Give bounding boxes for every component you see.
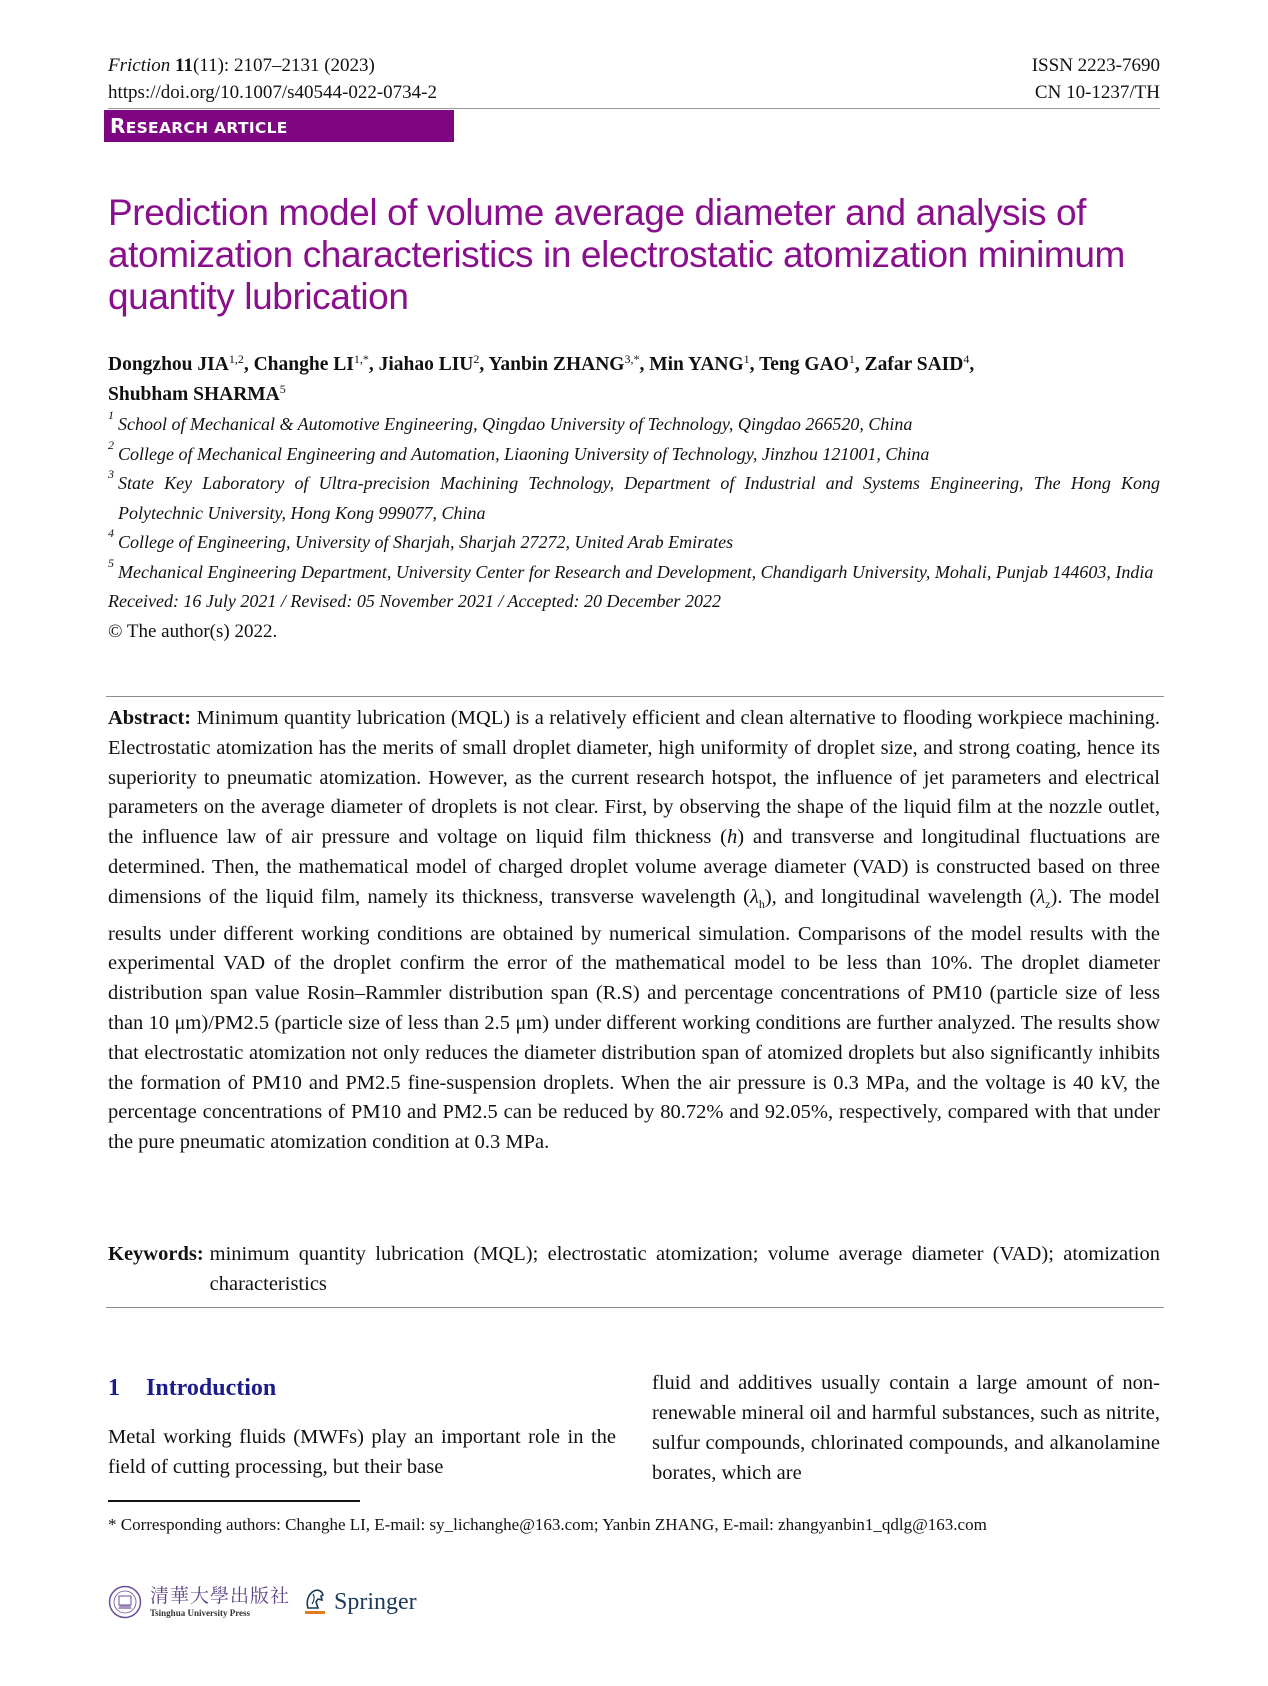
affiliation-number: 3 bbox=[108, 467, 114, 481]
paper-title: Prediction model of volume average diameter and analysis of atomization characteristics in electrostatic atomization minimum quantity lubrication bbox=[108, 192, 1125, 317]
affiliation-number: 1 bbox=[108, 408, 114, 422]
intro-paragraph-left: Metal working fluids (MWFs) play an important role in the field of cutting processing, but their base bbox=[108, 1426, 616, 1478]
tsinghua-press-logo bbox=[150, 1584, 291, 1618]
author-affiliation-marker: 5 bbox=[279, 382, 286, 396]
author-name: Teng GAO bbox=[759, 354, 849, 375]
copyright-notice: © The author(s) 2022. bbox=[108, 620, 278, 642]
subscript-z: z bbox=[1045, 896, 1051, 911]
affiliation-text: College of Mechanical Engineering and Automation, Liaoning University of Technology, Jinzhou 121001, China bbox=[118, 443, 930, 464]
tsinghua-cn-name: 清華大學出版社 bbox=[150, 1584, 291, 1607]
author-name: Shubham SHARMA bbox=[108, 384, 280, 405]
springer-logo bbox=[302, 1586, 417, 1618]
journal-ids bbox=[1032, 52, 1160, 106]
keywords-text: minimum quantity lubrication (MQL); electrostatic atomization; volume average diameter (VAD); atomization characteristics bbox=[209, 1243, 1160, 1295]
abstract-text-4: ). The model results under different working conditions are obtained by numerical simulation. Comparisons of the model results with the experimental VAD of the droplet confirm the error of the mathematical model to be less than 10%. The droplet diameter distribution span value Rosin–Rammler distribution span (R.S) and percentage concentrations of PM10 (particle size of less than 10 μm)/PM2.5 (particle size of less than 2.5 μm) under different working conditions are further analyzed. The results show that electrostatic atomization not only reduces the diameter distribution span of atomized droplets but also significantly inhibits the formation of PM10 and PM2.5 fine-suspension droplets. When the air pressure is 0.3 MPa, and the voltage is 40 kV, the percentage concentrations of PM10 and PM2.5 can be reduced by 80.72% and 92.05%, respectively, compared with that under the pure pneumatic atomization condition at 0.3 MPa. bbox=[108, 885, 1160, 1154]
badge-initial: R bbox=[110, 114, 126, 138]
author-affiliation-marker: 1 bbox=[848, 352, 855, 366]
left-column bbox=[108, 1370, 616, 1482]
header-divider bbox=[108, 108, 1160, 109]
keywords-bottom-divider bbox=[106, 1307, 1164, 1308]
author-name: Dongzhou JIA bbox=[108, 354, 229, 375]
affiliation-text: Mechanical Engineering Department, University Center for Research and Development, Chandigarh University, Mohali, Punjab 144603, India bbox=[118, 561, 1154, 582]
keywords bbox=[108, 1240, 1160, 1300]
symbol-lambda-z: λ bbox=[1036, 885, 1046, 908]
tsinghua-seal-icon bbox=[108, 1585, 142, 1619]
article-type-badge bbox=[104, 110, 454, 142]
author-name: Zafar SAID bbox=[864, 354, 964, 375]
affiliation-number: 4 bbox=[108, 526, 114, 540]
affiliation-item bbox=[108, 410, 1160, 440]
tsinghua-en-name: Tsinghua University Press bbox=[150, 1607, 251, 1618]
section-number: 1 bbox=[108, 1375, 120, 1401]
author-name: Yanbin ZHANG bbox=[488, 354, 625, 375]
abstract-text-3: ), and longitudinal wavelength ( bbox=[764, 885, 1037, 908]
journal-citation bbox=[108, 52, 437, 79]
author-affiliation-marker: 1,2 bbox=[228, 352, 244, 366]
journal-issue-pages: (11): 2107–2131 (2023) bbox=[192, 55, 375, 76]
affiliation-number: 5 bbox=[108, 555, 114, 570]
symbol-lambda-h: λ bbox=[749, 885, 759, 908]
author-affiliation-marker: 4 bbox=[963, 352, 970, 366]
footnote-divider bbox=[108, 1500, 360, 1502]
author-affiliation-marker: 2 bbox=[473, 352, 480, 366]
affiliation-item bbox=[108, 555, 1160, 588]
affiliation-text: School of Mechanical & Automotive Engineering, Qingdao University of Technology, Qingdao 266520, China bbox=[118, 414, 913, 434]
abstract-text-1: Minimum quantity lubrication (MQL) is a relatively efficient and clean alternative to flooding workpiece machining. Electrostatic atomization has the merits of small droplet diameter, high uniformity of droplet size, and strong coating, hence its superiority to pneumatic atomization. However, as the current research hotspot, the influence of jet parameters and electrical parameters on the average diameter of droplets is not clear. First, by observing the shape of the liquid film at the nozzle outlet, the influence law of air pressure and voltage on liquid film thickness ( bbox=[108, 707, 1160, 849]
affiliation-number: 2 bbox=[108, 437, 114, 452]
subscript-h: h bbox=[758, 896, 765, 911]
abstract-top-divider bbox=[106, 696, 1164, 697]
issn: ISSN 2223-7690 bbox=[1031, 55, 1160, 76]
author-list: Dongzhou JIA$^{1,2}$, Changhe $LI^{1,*}$, Jiahao LIU$^2$, Yanbin $ZHANG^{3,*}$, Min YANG$^1$, Teng GAO$^1$, Zafar SAID$^4$, Shubham SHARMA$^5$ bbox=[108, 352, 975, 405]
author-affiliation-marker: 1 bbox=[743, 352, 750, 366]
section-heading-introduction bbox=[108, 1372, 616, 1404]
author-name: Changhe LI bbox=[253, 354, 354, 375]
journal-volume: 11 bbox=[175, 55, 193, 76]
symbol-h: h bbox=[726, 826, 738, 849]
affiliation-text: State Key Laboratory of Ultra-precision Machining Technology, Department of Industrial and Systems Engineering, The Hong Kong Polytechnic University, Hong Kong 999077, China bbox=[118, 473, 1160, 523]
corresponding-author-footnote: * Corresponding authors: Changhe LI, E-mail: sy_lichanghe@163.com; Yanbin ZHANG, E-mail: zhangyanbin1_qdlg@163.com bbox=[108, 1515, 987, 1534]
springer-horse-icon bbox=[302, 1586, 328, 1618]
badge-label: ESEARCH ARTICLE bbox=[125, 119, 288, 137]
affiliation-text: College of Engineering, University of Sharjah, Sharjah 27272, United Arab Emirates bbox=[118, 532, 734, 552]
author-affiliation-marker: 3,* bbox=[624, 352, 640, 366]
abstract-label: Abstract: bbox=[108, 707, 192, 729]
abstract-text-2: ) and transverse and longitudinal fluctuations are determined. Then, the mathematical model of charged droplet volume average diameter (VAD) is constructed based on three dimensions of the liquid film, namely its thickness, transverse wavelength ( bbox=[108, 826, 1160, 908]
author-name: Jiahao LIU bbox=[378, 354, 474, 375]
springer-wordmark: Springer bbox=[334, 1588, 417, 1615]
journal-name: Friction bbox=[108, 55, 171, 76]
affiliation-item bbox=[108, 528, 1160, 558]
cn-number: CN 10-1237/TH bbox=[1034, 82, 1160, 103]
right-column bbox=[652, 1368, 1160, 1488]
doi-link[interactable]: https://doi.org/10.1007/s40544-022-0734-2 bbox=[108, 82, 437, 103]
affiliation-item bbox=[108, 437, 1160, 470]
submission-dates: Received: 16 July 2021 / Revised: 05 November 2021 / Accepted: 20 December 2022 bbox=[108, 591, 721, 611]
keywords-label: Keywords: bbox=[108, 1243, 204, 1265]
intro-paragraph-right: fluid and additives usually contain a large amount of non-renewable mineral oil and harmful substances, such as nitrite, sulfur compounds, chlorinated compounds, and alkanolamine borates, which are bbox=[652, 1372, 1160, 1484]
author-affiliation-marker: 1,* bbox=[353, 352, 369, 366]
section-title: Introduction bbox=[146, 1375, 277, 1401]
author-name: Min YANG bbox=[649, 354, 744, 375]
affiliation-item bbox=[108, 469, 1160, 528]
publisher-logos bbox=[108, 1580, 417, 1624]
abstract bbox=[108, 704, 1160, 1158]
affiliation-block bbox=[108, 410, 1160, 647]
citation-block bbox=[108, 52, 437, 106]
